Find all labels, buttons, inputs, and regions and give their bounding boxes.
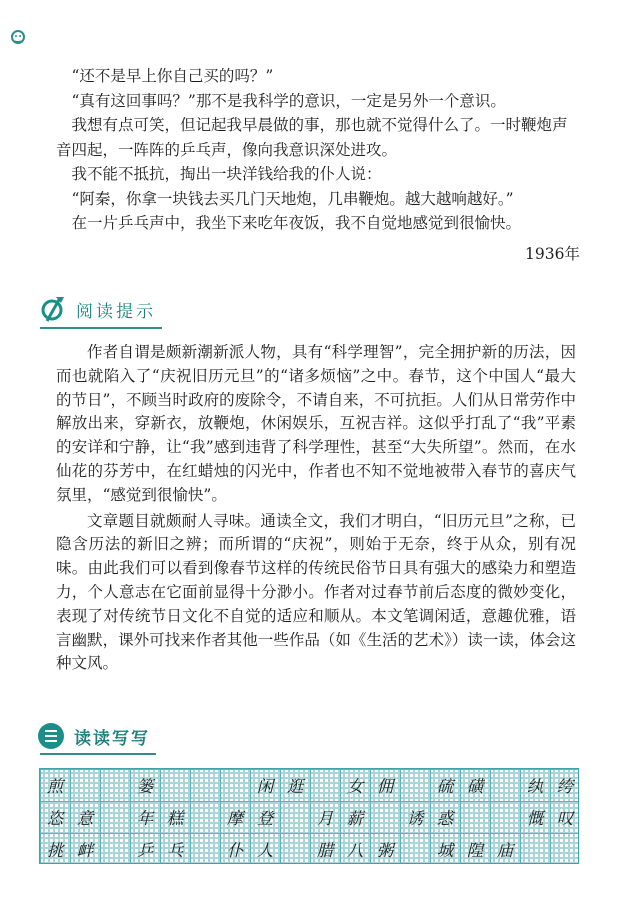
read-write-underline — [40, 753, 156, 755]
year-signature: 1936年 — [525, 245, 580, 263]
vocab-char: 乓 — [166, 841, 184, 860]
vocab-char: 诱 — [406, 809, 424, 828]
vocab-char: 城 — [436, 841, 454, 860]
vocab-char: 硫 — [436, 777, 454, 796]
vocab-char: 粥 — [376, 841, 394, 860]
vocab-char: 仆 — [226, 841, 244, 860]
story-line: 我想有点可笑，但记起我早晨做的事，那也就不觉得什么了。一时鞭炮声 — [71, 116, 568, 134]
vocab-char: 磺 — [466, 777, 484, 796]
vocab-char: 慨 — [526, 809, 544, 828]
read-write-title: 读读写写 — [74, 728, 150, 749]
vocab-char: 闲 — [256, 777, 274, 796]
reading-tips-body — [56, 341, 576, 676]
vocab-char: 腊 — [316, 841, 334, 860]
vocab-char: 衅 — [76, 841, 94, 860]
vocab-char: 乒 — [136, 841, 154, 860]
vocab-char: 人 — [256, 841, 274, 860]
vocab-char: 逛 — [286, 777, 304, 796]
vocab-char: 月 — [316, 809, 334, 828]
reading-tips-header — [38, 292, 156, 326]
story-line: 在一片乒乓声中，我坐下来吃年夜饭，我不自觉地感觉到很愉快。 — [71, 214, 522, 232]
vocab-char: 糕 — [166, 809, 184, 828]
tips-paragraph: 作者自谓是颇新潮新派人物，具有“科学理智”，完全拥护新的历法，因而也就陷入了“庆祝旧历元旦”的“诸多烦恼”之中。春节，这个中国人“最大的节日”，不顾当时政府的废除令，不请自来，不可抗拒。人们从日常劳作中解放出来，穿新衣，放鞭炮，休闲娱乐，互祝吉祥。这似乎打乱了“我”平素的安详和宁静，让“我”感到违背了科学理性，甚至“大失所望”。然而，在水仙花的芬芳中，在红蜡烛的闪光中，作者也不知不觉地被带入春节的喜庆气氛里，“感觉到很愉快”。 — [56, 343, 576, 504]
reading-tips-icon — [38, 294, 68, 324]
tips-paragraph: 文章题目就颇耐人寻味。通读全文，我们才明白，“旧历元旦”之称，已隐含历法的新旧之辨；而所谓的“庆祝”，则始于无奈，终于从众，别有况味。由此我们可以看到像春节这样的传统民俗节日具有强大的感染力和塑造力，个人意志在它面前显得十分渺小。作者对过春节前后态度的微妙变化，表现了对传统节日文化不自觉的适应和顺从。本文笔调闲适，意趣优雅，语言幽默，课外可找来作者其他一些作品（如《生活的艺术》）读一读，体会这种文风。 — [56, 511, 576, 673]
vocab-char: 煎 — [46, 777, 64, 796]
vocab-char: 绔 — [556, 777, 574, 796]
reading-tips-underline — [40, 327, 162, 329]
vocab-char: 挑 — [46, 841, 64, 860]
reading-tips-title: 阅读提示 — [76, 301, 156, 322]
vocab-char: 八 — [346, 841, 364, 860]
story-text — [56, 64, 576, 236]
vocab-char: 女 — [346, 777, 364, 796]
vocab-char: 隍 — [466, 841, 484, 860]
story-line: 我不能不抵抗，掏出一块洋钱给我的仆人说： — [71, 165, 382, 183]
vocab-char: 摩 — [226, 809, 244, 828]
vocab-char: 意 — [76, 809, 94, 828]
vocab-char: 惑 — [436, 809, 454, 828]
vocab-char: 薪 — [346, 809, 364, 828]
vocab-char: 登 — [256, 809, 274, 828]
vocab-char: 庙 — [496, 841, 514, 860]
smiley-icon — [11, 30, 25, 44]
read-write-header — [38, 721, 150, 751]
vocab-char: 篓 — [136, 777, 154, 796]
story-line: “真有这回事吗？”那不是我科学的意识，一定是另外一个意识。 — [71, 91, 506, 110]
vocab-char: 纨 — [526, 777, 544, 796]
vocab-row — [40, 801, 580, 833]
vocab-char: 佣 — [376, 777, 394, 796]
vocab-row — [40, 833, 580, 865]
story-line: “阿秦，你拿一块钱去买几门天地炮，几串鞭炮。越大越响越好。” — [71, 189, 514, 208]
vocab-char: 叹 — [556, 809, 574, 828]
vocab-char: 年 — [136, 809, 154, 828]
story-line: “还不是早上你自己买的吗？” — [71, 67, 274, 85]
story-line: 音四起，一阵阵的乒乓声，像向我意识深处进攻。 — [56, 140, 398, 159]
three-lines-icon — [38, 723, 64, 749]
vocabulary-grid — [39, 768, 579, 864]
vocab-row — [40, 769, 580, 801]
vocab-char: 恣 — [46, 809, 64, 828]
